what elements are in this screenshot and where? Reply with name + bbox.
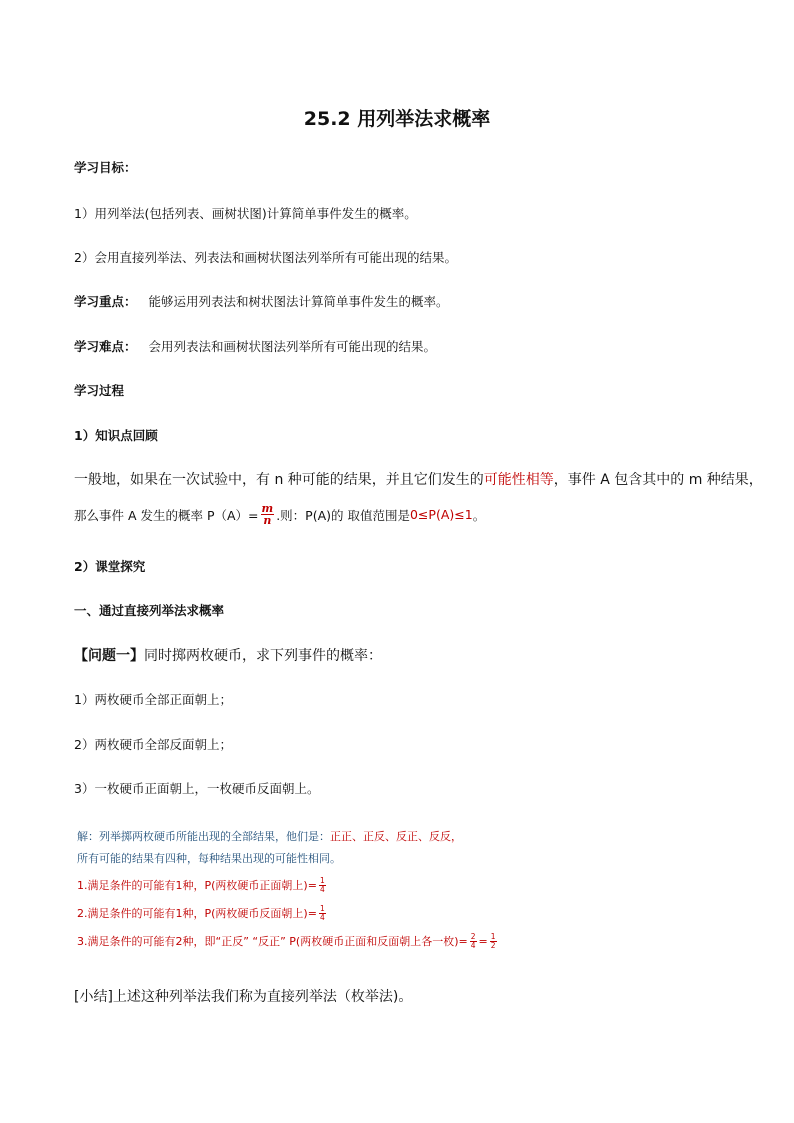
fraction-denominator: 4 [319,912,325,922]
page-title: 25.2 用列举法求概率 [303,108,491,130]
probability-definition: 那么事件 A 发生的概率 P（A）= [74,507,259,523]
problem-label: 【问题一】 [74,648,144,664]
solution-line-1 [77,828,462,844]
fraction-denominator: 4 [319,884,325,894]
solution-case-1: 1.满足条件的可能有1种，P(两枚硬币正面朝上)= [77,879,317,892]
definition-text: 一般地，如果在一次试验中，有 n 种可能的结果，并且它们发生的 [74,472,484,488]
fraction-numerator: m [261,502,274,515]
section1-heading: 一、通过直接列举法求概率 [74,603,225,618]
equally-likely-highlight: 可能性相等 [483,472,554,488]
range-text: .则：P(A)的 取值范围是 [276,507,410,523]
two-quarters-fraction [470,933,477,949]
solution-outcomes: 正正、正反、反正、反反， [330,830,462,843]
difficulty [74,337,436,355]
range-highlight: 0≤P(A)≤1 [409,507,473,522]
solution-line-2: 所有可能的结果有四种，每种结果出现的可能性相同。 [77,852,341,865]
fraction-numerator: 1 [319,904,325,913]
one-quarter-fraction [319,905,326,921]
summary: [小结]上述这种列举法我们称为直接列举法（枚举法)。 [74,989,413,1005]
fraction-numerator: 1 [319,876,325,885]
solution-case-3: 3.满足条件的可能有2种，即“正反” “反正” P(两枚硬币正面和反面朝上各一枚)= [77,935,468,948]
explore-heading: 2）课堂探究 [74,559,146,574]
question-3: 3）一枚硬币正面朝上，一枚硬币反面朝上。 [74,781,320,796]
definition-line-1 [74,469,763,489]
process-heading: 学习过程 [74,383,125,398]
key-point [74,292,449,310]
solution-intro: 解：列举掷两枚硬币所能出现的全部结果，他们是： [77,830,330,843]
fraction-denominator: 4 [470,940,476,950]
solution-line-5 [77,933,499,949]
range-end: 。 [472,507,486,523]
fraction-denominator: n [263,514,272,527]
one-quarter-fraction [319,877,326,893]
fraction-numerator: 1 [490,932,496,941]
m-over-n-fraction [261,503,275,526]
problem-statement [74,645,382,665]
difficulty-label: 学习难点： [74,339,137,354]
question-2: 2）两枚硬币全部反面朝上； [74,737,232,752]
objective-item-1: 1）用列举法(包括列表、画树状图)计算简单事件发生的概率。 [74,206,417,221]
solution-line-3 [77,877,328,893]
equals-sign: = [478,934,488,948]
key-point-label: 学习重点： [74,294,137,309]
difficulty-text: 会用列表法和画树状图法列举所有可能出现的结果。 [148,339,437,354]
definition-line-2 [74,503,485,526]
objectives-heading: 学习目标： [74,160,137,175]
solution-case-2: 2.满足条件的可能有1种，P(两枚硬币反面朝上)= [77,907,317,920]
key-point-text: 能够运用列表法和树状图法计算简单事件发生的概率。 [148,294,449,309]
review-heading: 1）知识点回顾 [74,428,158,443]
definition-text-cont: ，事件 A 包含其中的 m 种结果， [553,472,763,488]
fraction-numerator: 2 [470,932,476,941]
problem-text: 同时掷两枚硬币，求下列事件的概率： [144,648,382,664]
objective-item-2: 2）会用直接列举法、列表法和画树状图法列举所有可能出现的结果。 [74,250,457,265]
solution-line-4 [77,905,328,921]
fraction-denominator: 2 [490,940,496,950]
question-1: 1）两枚硬币全部正面朝上； [74,692,232,707]
one-half-fraction [490,933,497,949]
